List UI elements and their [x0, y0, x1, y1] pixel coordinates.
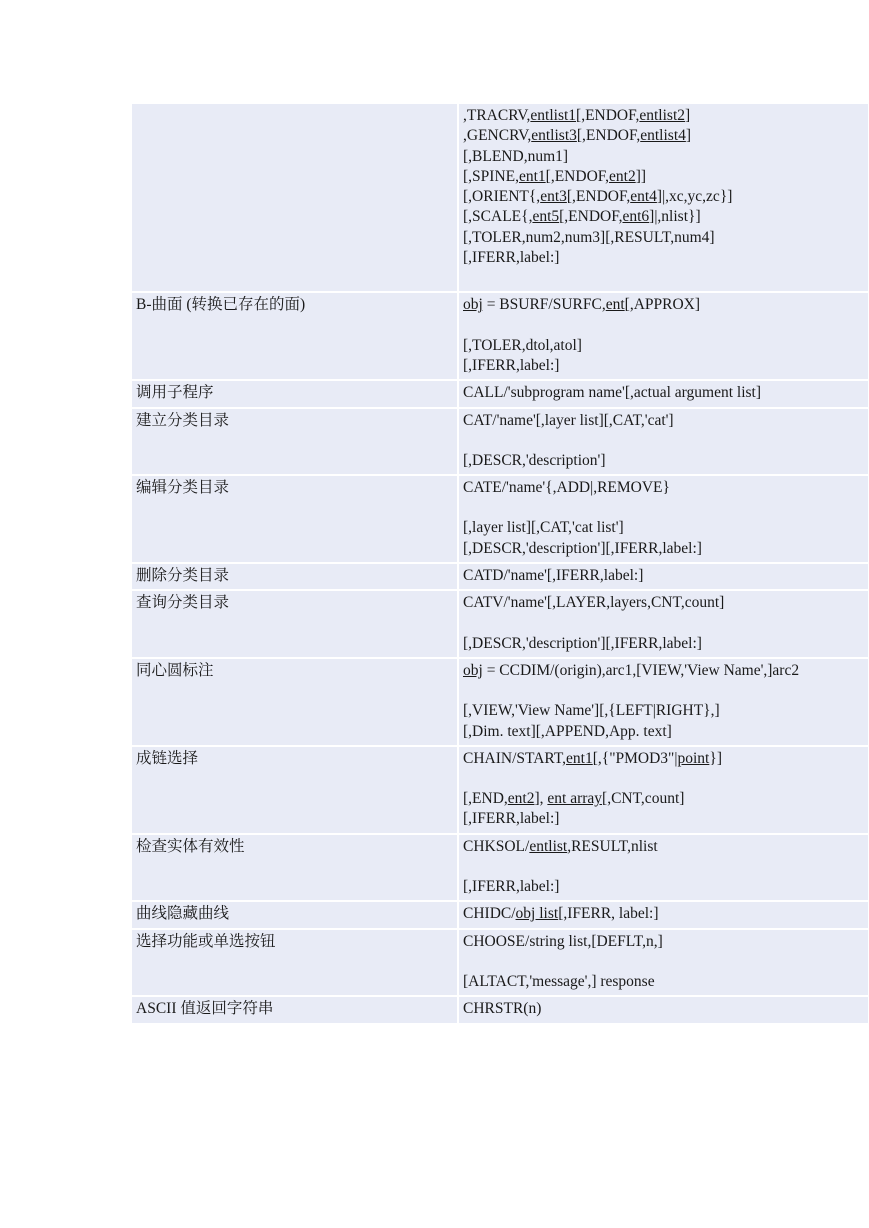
function-name: 建立分类目录: [136, 411, 230, 429]
function-name-cell: [132, 292, 458, 380]
syntax-line: [463, 877, 864, 897]
syntax-parameter: ent6: [622, 208, 650, 226]
syntax-text: ,TRACRV,: [463, 107, 531, 124]
syntax-parameter: ent2: [507, 790, 535, 808]
table-row: [132, 834, 868, 902]
syntax-text: [,ENDOF,: [576, 107, 640, 124]
syntax-line: [463, 295, 864, 315]
syntax-text: [,IFERR,label:]: [463, 356, 560, 374]
function-name-cell: [132, 380, 458, 407]
function-name: 同心圆标注: [136, 661, 214, 679]
syntax-line: [463, 187, 864, 207]
syntax-parameter: obj: [463, 661, 483, 679]
blank-line: [463, 681, 864, 701]
syntax-line: [463, 972, 864, 992]
syntax-text: [,ENDOF,: [566, 188, 631, 206]
syntax-line: [463, 383, 864, 403]
blank-line: [463, 614, 864, 634]
table-row: [132, 563, 868, 590]
function-name-cell: [132, 929, 458, 997]
syntax-cell: [458, 658, 868, 746]
table-row: [132, 475, 868, 563]
syntax-cell: [458, 590, 868, 658]
syntax-cell: [458, 901, 868, 928]
syntax-parameter: entlist: [529, 837, 568, 855]
syntax-line: [463, 837, 864, 857]
syntax-parameter: entlist2: [639, 107, 686, 124]
syntax-cell: [458, 834, 868, 902]
syntax-cell: [458, 929, 868, 997]
table-row: [132, 658, 868, 746]
syntax-text: CATD/'name'[,IFERR,label:]: [463, 567, 644, 585]
syntax-line: [463, 451, 864, 471]
function-name: 曲线隐藏曲线: [136, 905, 230, 923]
syntax-text: CHIDC/: [463, 905, 516, 923]
syntax-parameter: obj list: [515, 905, 559, 923]
table-row: [132, 408, 868, 476]
syntax-line: [463, 932, 864, 952]
syntax-line: [463, 701, 864, 721]
function-name-cell: [132, 996, 458, 1023]
syntax-line: [463, 539, 864, 559]
syntax-line: [463, 722, 864, 742]
function-name-cell: [132, 746, 458, 834]
function-name-cell: [132, 563, 458, 590]
syntax-text: [,layer list][,CAT,'cat list']: [463, 519, 624, 537]
syntax-text: [,SCALE{,: [463, 208, 533, 226]
syntax-line: [463, 593, 864, 613]
syntax-line: [463, 336, 864, 356]
syntax-line: [463, 228, 864, 248]
syntax-text: [,CNT,count]: [602, 790, 685, 808]
table-row: [132, 929, 868, 997]
syntax-line: [463, 566, 864, 586]
syntax-line: [463, 478, 864, 498]
syntax-text: CHKSOL/: [463, 837, 530, 855]
table-body: [132, 104, 868, 1024]
blank-line: [463, 316, 864, 336]
table-row: [132, 901, 868, 928]
syntax-text: ]: [685, 127, 692, 145]
syntax-cell: [458, 996, 868, 1023]
syntax-text: [,TOLER,num2,num3][,RESULT,num4]: [463, 228, 715, 246]
syntax-text: [,ORIENT{,: [463, 188, 541, 206]
syntax-line: [463, 661, 864, 681]
syntax-cell: [458, 746, 868, 834]
syntax-text: [,DESCR,'description']: [463, 451, 606, 469]
function-name: B-曲面 (转换已存在的面): [136, 296, 306, 314]
table-row: [132, 746, 868, 834]
table-row: [132, 996, 868, 1023]
syntax-line: [463, 126, 864, 146]
syntax-text: [,IFERR,label:]: [463, 249, 560, 267]
syntax-line: [463, 789, 864, 809]
function-name: ASCII 值返回字符串: [136, 1000, 274, 1018]
syntax-cell: [458, 563, 868, 590]
syntax-parameter: entlist3: [531, 127, 577, 145]
function-name: 编辑分类目录: [136, 479, 230, 497]
function-name-cell: [132, 408, 458, 476]
syntax-text: = BSURF/SURFC,: [482, 296, 606, 314]
syntax-line: [463, 356, 864, 376]
syntax-text: CALL/'subprogram name'[,actual argument list]: [463, 384, 761, 402]
syntax-line: [463, 207, 864, 227]
syntax-text: [,Dim. text][,APPEND,App. text]: [463, 722, 672, 740]
syntax-cell: [458, 475, 868, 563]
table-row: [132, 292, 868, 380]
table-row: [132, 104, 868, 292]
syntax-text: CATE/'name'{,ADD|,REMOVE}: [463, 479, 670, 497]
syntax-line: [463, 167, 864, 187]
function-name: 调用子程序: [136, 384, 214, 402]
syntax-parameter: ent3: [540, 188, 567, 206]
syntax-cell: [458, 380, 868, 407]
function-name-cell: [132, 590, 458, 658]
syntax-text: [,IFERR, label:]: [558, 905, 659, 923]
blank-line: [463, 769, 864, 789]
syntax-text: ]]: [635, 167, 647, 185]
syntax-line: [463, 147, 864, 167]
syntax-parameter: point: [677, 749, 710, 767]
syntax-text: ,GENCRV,: [463, 127, 532, 145]
syntax-text: ]|,xc,yc,zc}]: [656, 188, 733, 206]
blank-line: [463, 498, 864, 518]
syntax-line: [463, 999, 864, 1019]
syntax-text: [ALTACT,'message',] response: [463, 972, 655, 990]
syntax-parameter: ent1: [518, 167, 546, 185]
syntax-text: [,SPINE,: [463, 167, 519, 185]
syntax-parameter: ent4: [630, 188, 657, 206]
table-row: [132, 380, 868, 407]
syntax-line: [463, 809, 864, 829]
syntax-cell: [458, 104, 868, 292]
syntax-parameter: ent array: [547, 790, 603, 808]
syntax-text: CHOOSE/string list,[DEFLT,n,]: [463, 932, 663, 950]
syntax-text: }]: [709, 749, 722, 767]
syntax-text: CHRSTR(n): [463, 1000, 542, 1018]
function-name: 选择功能或单选按钮: [136, 932, 276, 950]
function-name-cell: [132, 834, 458, 902]
syntax-line: [463, 634, 864, 654]
syntax-text: [,ENDOF,: [576, 127, 641, 145]
command-reference-table: [132, 104, 868, 1025]
function-name: [136, 106, 453, 126]
syntax-line: [463, 518, 864, 538]
syntax-text: [,IFERR,label:]: [463, 878, 560, 896]
syntax-parameter: ent2: [609, 167, 636, 185]
syntax-text: [,IFERR,label:]: [463, 810, 560, 828]
syntax-text: ],: [534, 790, 548, 808]
syntax-text: ,RESULT,nlist: [567, 837, 658, 855]
syntax-parameter: ent5: [532, 208, 560, 226]
syntax-line: [463, 106, 864, 126]
syntax-text: CAT/'name'[,layer list][,CAT,'cat']: [463, 411, 674, 429]
syntax-text: [,APPROX]: [624, 296, 701, 314]
syntax-text: CHAIN/START,: [463, 749, 567, 767]
syntax-parameter: ent1: [566, 749, 593, 767]
syntax-text: ]: [685, 107, 691, 124]
blank-line: [463, 431, 864, 451]
blank-line: [463, 857, 864, 877]
blank-line: [463, 268, 864, 288]
function-name-cell: [132, 475, 458, 563]
syntax-text: [,DESCR,'description'][,IFERR,label:]: [463, 539, 702, 557]
syntax-line: [463, 749, 864, 769]
function-name: 删除分类目录: [136, 567, 230, 585]
syntax-text: [,END,: [463, 790, 508, 808]
syntax-parameter: obj: [463, 296, 483, 314]
function-name: 查询分类目录: [136, 594, 230, 612]
table-row: [132, 590, 868, 658]
syntax-parameter: ent: [605, 296, 625, 314]
function-name: 检查实体有效性: [136, 837, 245, 855]
syntax-cell: [458, 292, 868, 380]
syntax-text: [,TOLER,dtol,atol]: [463, 336, 582, 354]
function-name-cell: [132, 658, 458, 746]
syntax-text: [,DESCR,'description'][,IFERR,label:]: [463, 634, 702, 652]
syntax-line: [463, 248, 864, 268]
syntax-text: CATV/'name'[,LAYER,layers,CNT,count]: [463, 594, 725, 612]
syntax-text: [,ENDOF,: [559, 208, 623, 226]
syntax-text: [,VIEW,'View Name'][,{LEFT|RIGHT},]: [463, 702, 720, 720]
syntax-parameter: entlist1: [530, 107, 577, 124]
syntax-parameter: entlist4: [640, 127, 686, 145]
syntax-text: [,BLEND,num1]: [463, 147, 569, 165]
syntax-text: [,ENDOF,: [545, 167, 610, 185]
syntax-cell: [458, 408, 868, 476]
syntax-line: [463, 411, 864, 431]
syntax-text: ]|,nlist}]: [649, 208, 701, 226]
syntax-text: [,{"PMOD3"|: [592, 749, 678, 767]
syntax-line: [463, 904, 864, 924]
function-name-cell: [132, 901, 458, 928]
function-name-cell: [132, 104, 458, 292]
function-name: 成链选择: [136, 749, 199, 767]
blank-line: [463, 952, 864, 972]
syntax-text: = CCDIM/(origin),arc1,[VIEW,'View Name',]arc2: [482, 661, 800, 679]
